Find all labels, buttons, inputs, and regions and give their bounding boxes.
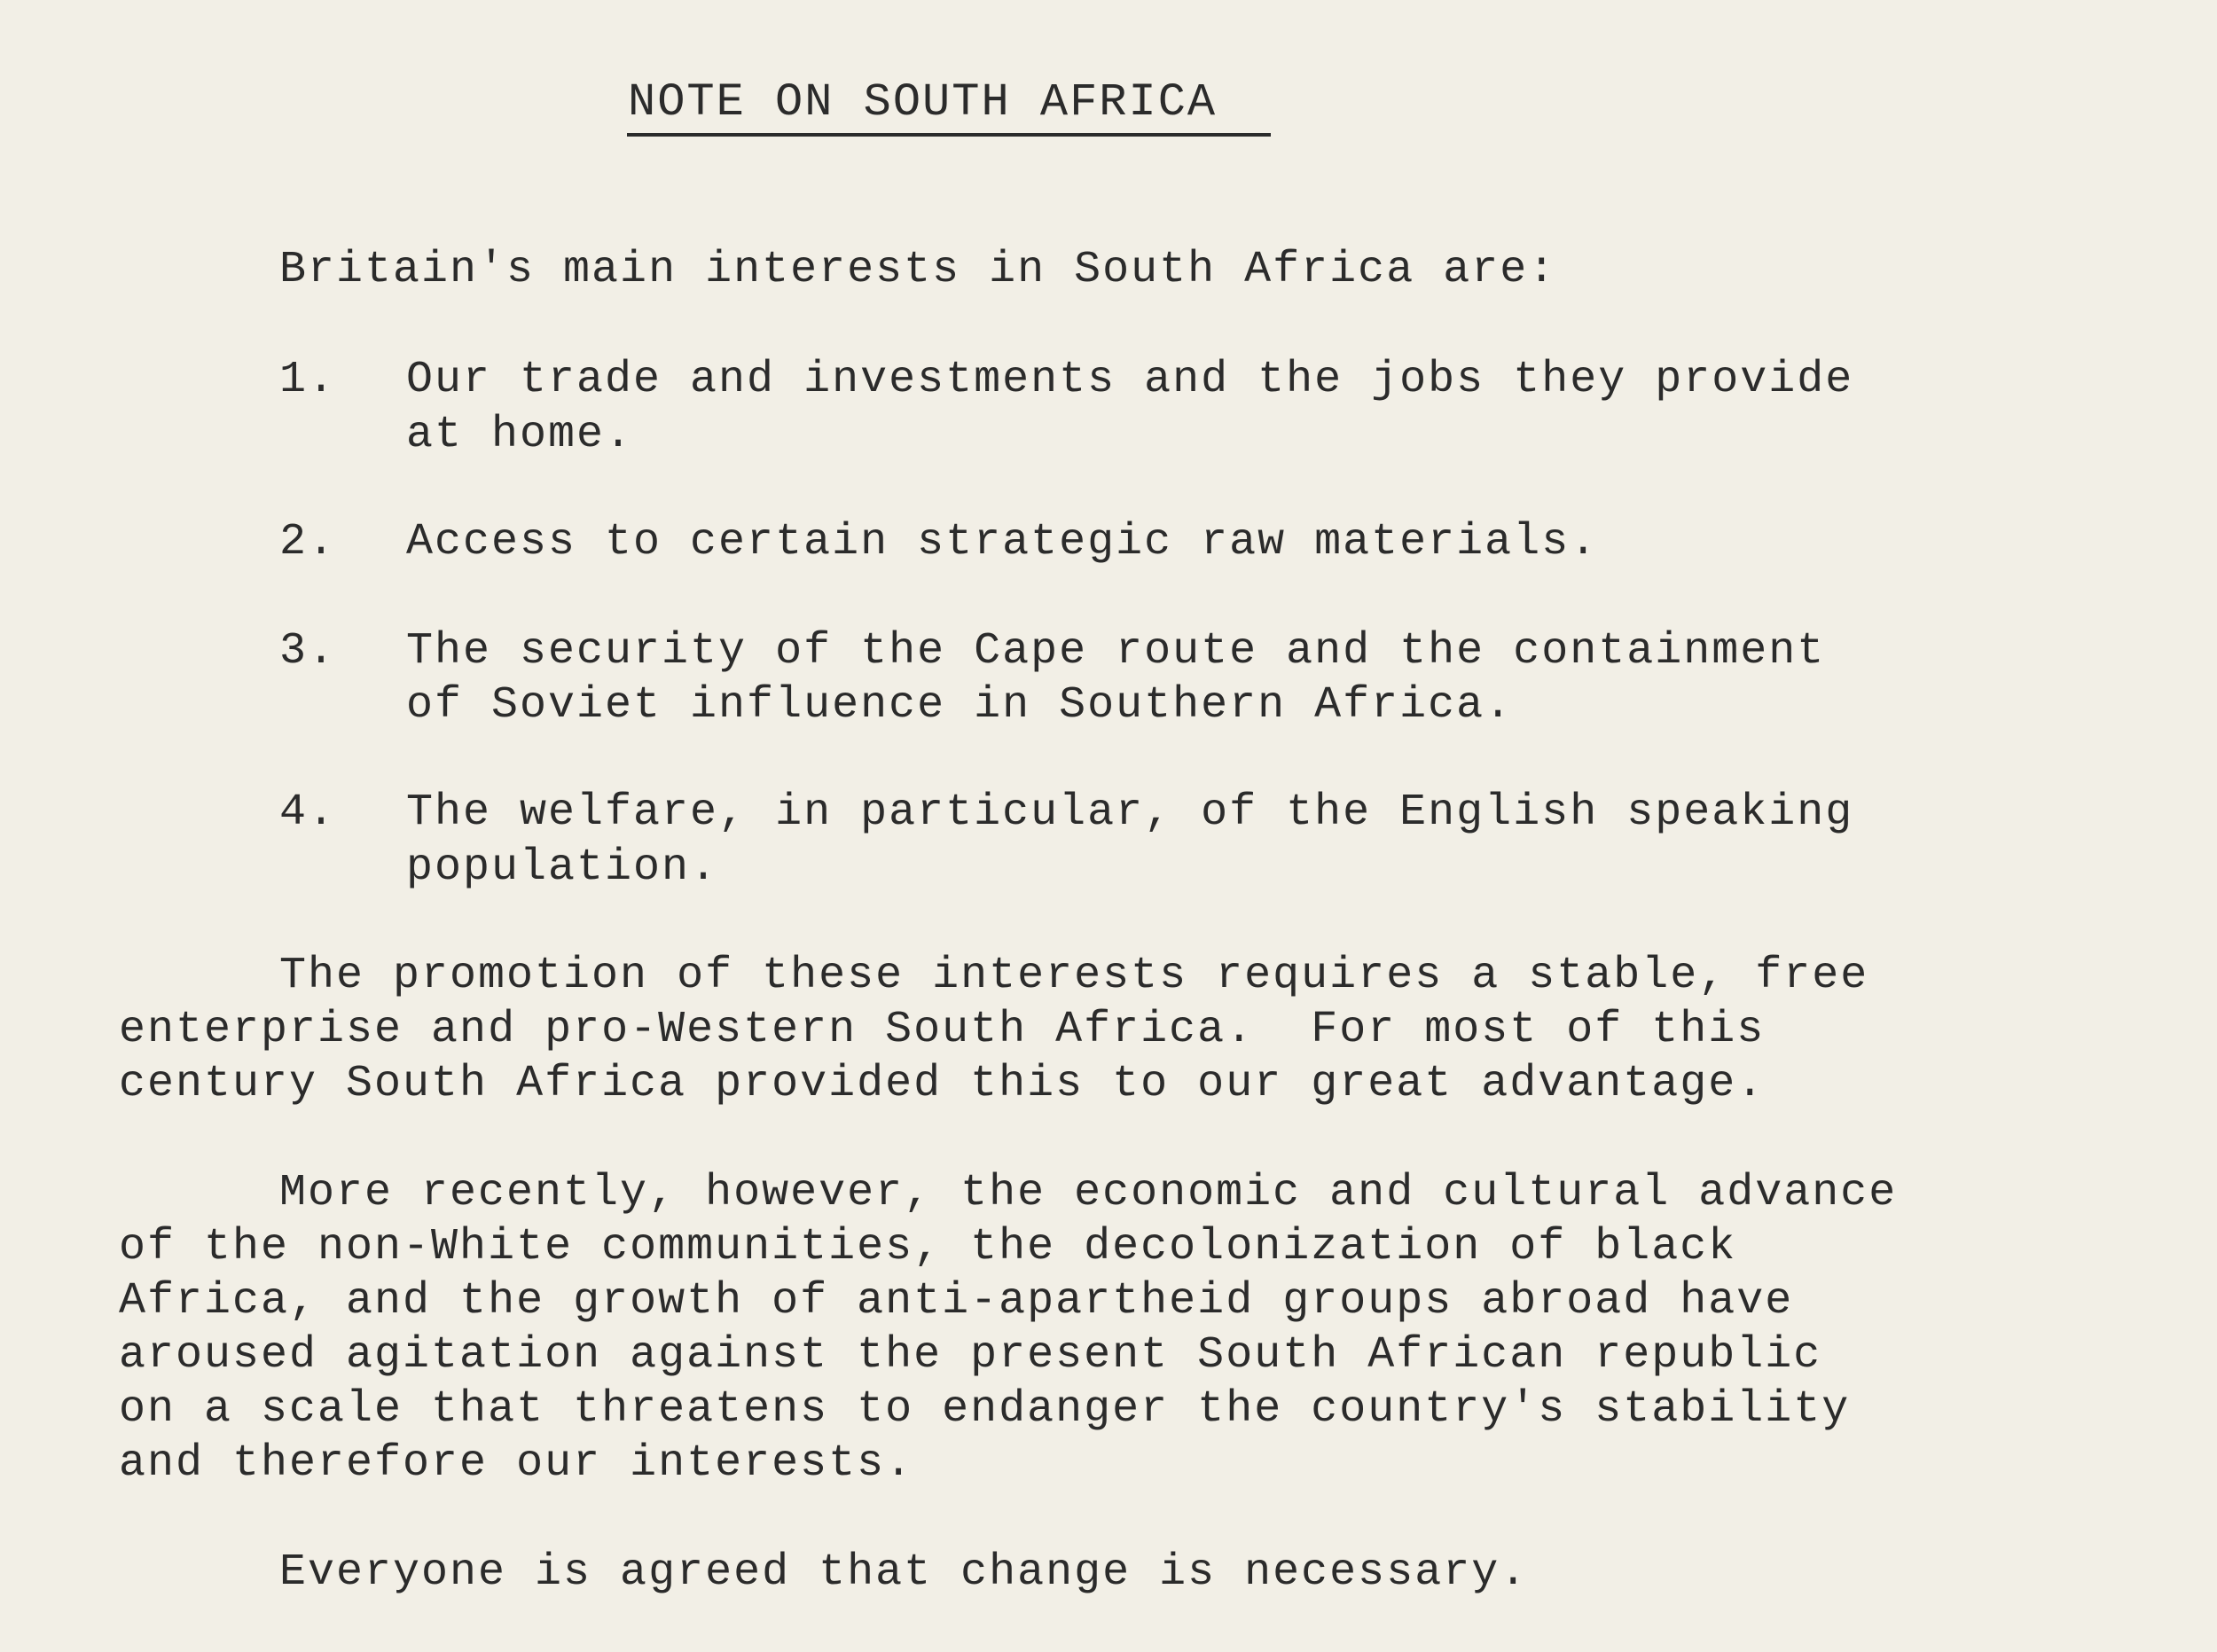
item-number: 1. xyxy=(279,355,337,405)
item-4-line-2: population. xyxy=(406,842,719,893)
paragraph-2-line-1: More recently, however, the economic and cultural advance xyxy=(279,1168,1898,1218)
paragraph-2-line-6: and therefore our interests. xyxy=(119,1438,914,1489)
item-1-line-2: at home. xyxy=(406,410,634,460)
paragraph-2-line-5: on a scale that threatens to endanger the country's stability xyxy=(119,1384,1851,1435)
item-2-line-1: Access to certain strategic raw materials. xyxy=(406,517,1599,568)
paragraph-2-line-2: of the non-White communities, the decolonization of black xyxy=(119,1222,1737,1272)
paragraph-2-line-3: Africa, and the growth of anti-apartheid groups abroad have xyxy=(119,1276,1794,1327)
document-title: NOTE ON SOUTH AFRICA xyxy=(628,76,1218,129)
item-3-line-1: The security of the Cape route and the containment xyxy=(406,626,1826,677)
item-number: 2. xyxy=(279,517,337,568)
item-1-line-1: Our trade and investments and the jobs they provide xyxy=(406,355,1854,405)
item-number: 3. xyxy=(279,626,337,677)
title-underline xyxy=(627,133,1271,137)
paragraph-1-line-1: The promotion of these interests requires a stable, free xyxy=(279,951,1869,1001)
paragraph-1-line-2: enterprise and pro-Western South Africa. For most of this xyxy=(119,1005,1766,1055)
item-4-line-1: The welfare, in particular, of the English speaking xyxy=(406,787,1854,838)
item-number: 4. xyxy=(279,787,337,838)
paragraph-2-line-4: aroused agitation against the present South African republic xyxy=(119,1330,1822,1381)
intro-line: Britain's main interests in South Africa are: xyxy=(279,245,1557,295)
paragraph-3-line-1: Everyone is agreed that change is necessary. xyxy=(279,1547,1529,1598)
item-3-line-2: of Soviet influence in Southern Africa. xyxy=(406,680,1514,731)
paragraph-1-line-3: century South Africa provided this to our great advantage. xyxy=(119,1059,1766,1109)
